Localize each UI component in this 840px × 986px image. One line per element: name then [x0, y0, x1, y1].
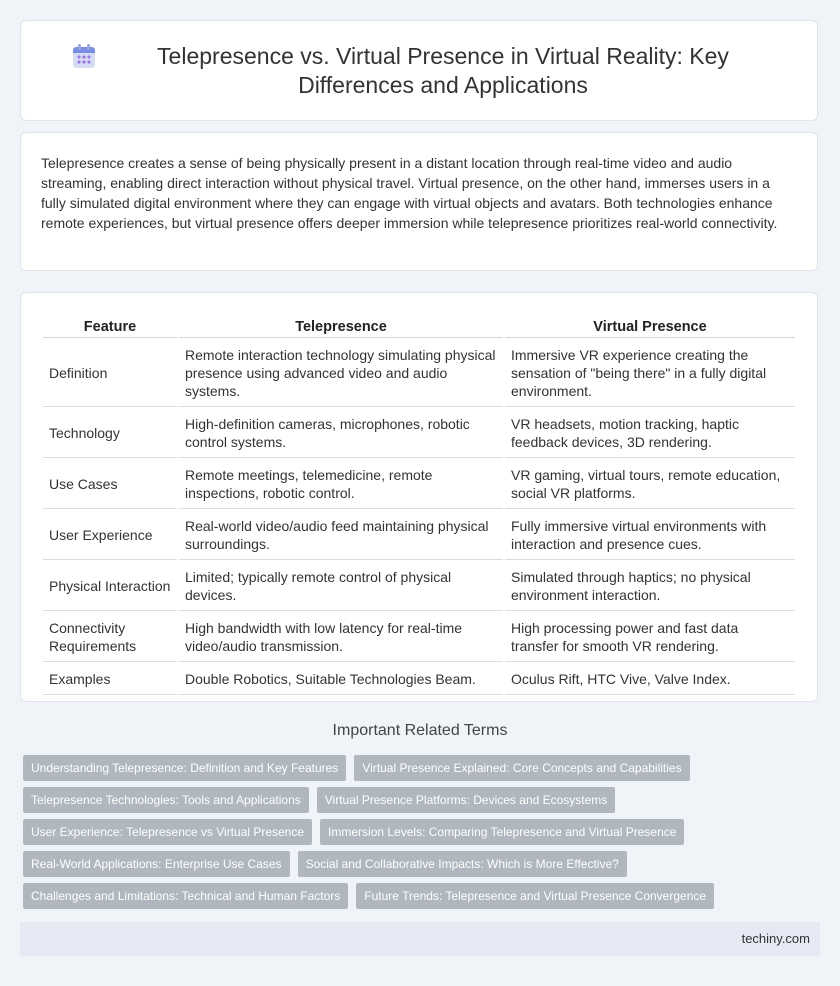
virtual-presence-cell: VR headsets, motion tracking, haptic feedback devices, 3D rendering. — [505, 409, 795, 458]
related-term-tag[interactable]: Social and Collaborative Impacts: Which is More Effective? — [298, 851, 627, 877]
title-card — [20, 20, 818, 121]
related-terms-heading: Important Related Terms — [332, 722, 508, 739]
virtual-presence-cell: High processing power and fast data transfer for smooth VR rendering. — [505, 613, 795, 662]
telepresence-cell: Remote interaction technology simulating physical presence using advanced video and audio systems. — [179, 340, 503, 407]
feature-cell: Physical Interaction — [43, 562, 177, 611]
virtual-presence-cell: Oculus Rift, HTC Vive, Valve Index. — [505, 664, 795, 695]
virtual-presence-cell: Fully immersive virtual environments with interaction and presence cues. — [505, 511, 795, 560]
table-header-row — [43, 315, 795, 338]
virtual-presence-cell: Simulated through haptics; no physical environment interaction. — [505, 562, 795, 611]
table-row — [43, 562, 795, 611]
related-term-tag[interactable]: User Experience: Telepresence vs Virtual Presence — [23, 819, 312, 845]
feature-cell: Definition — [43, 340, 177, 407]
comparison-table — [41, 313, 797, 697]
table-row — [43, 340, 795, 407]
column-header-telepresence: Telepresence — [179, 315, 503, 338]
related-term-tag[interactable]: Challenges and Limitations: Technical and Human Factors — [23, 883, 348, 909]
telepresence-cell: Double Robotics, Suitable Technologies Beam. — [179, 664, 503, 695]
telepresence-cell: Real-world video/audio feed maintaining physical surroundings. — [179, 511, 503, 560]
calendar-icon — [69, 42, 99, 72]
column-header-virtual-presence: Virtual Presence — [505, 315, 795, 338]
footer — [20, 922, 820, 956]
related-term-tag[interactable]: Immersion Levels: Comparing Telepresence and Virtual Presence — [320, 819, 684, 845]
intro-paragraph: Telepresence creates a sense of being physically present in a distant location through real-time video and audio streaming, enabling direct interaction without physical travel. Virtual presence, on the other hand, immerses users in a fully simulated digital environment where they can engage with virtual objects and avatars. Both technologies enhance remote experiences, but virtual presence offers deeper immersion while telepresence prioritizes real-world connectivity. — [41, 155, 778, 231]
related-terms-list — [23, 755, 813, 915]
feature-cell: Use Cases — [43, 460, 177, 509]
column-header-feature: Feature — [43, 315, 177, 338]
related-term-tag[interactable]: Virtual Presence Platforms: Devices and Ecosystems — [317, 787, 616, 813]
related-term-tag[interactable]: Future Trends: Telepresence and Virtual Presence Convergence — [356, 883, 714, 909]
comparison-card — [20, 292, 818, 702]
table-row — [43, 511, 795, 560]
feature-cell: Connectivity Requirements — [43, 613, 177, 662]
telepresence-cell: High-definition cameras, microphones, robotic control systems. — [179, 409, 503, 458]
virtual-presence-cell: Immersive VR experience creating the sensation of "being there" in a fully digital environment. — [505, 340, 795, 407]
footer-site-link[interactable]: techiny.com — [741, 931, 810, 946]
related-term-tag[interactable]: Virtual Presence Explained: Core Concepts and Capabilities — [354, 755, 689, 781]
telepresence-cell: Limited; typically remote control of physical devices. — [179, 562, 503, 611]
virtual-presence-cell: VR gaming, virtual tours, remote education, social VR platforms. — [505, 460, 795, 509]
table-row — [43, 613, 795, 662]
related-term-tag[interactable]: Real-World Applications: Enterprise Use Cases — [23, 851, 290, 877]
table-row — [43, 664, 795, 695]
telepresence-cell: Remote meetings, telemedicine, remote inspections, robotic control. — [179, 460, 503, 509]
intro-card — [20, 132, 818, 271]
related-term-tag[interactable]: Understanding Telepresence: Definition and Key Features — [23, 755, 346, 781]
telepresence-cell: High bandwidth with low latency for real-time video/audio transmission. — [179, 613, 503, 662]
page-title: Telepresence vs. Virtual Presence in Virtual Reality: Key Differences and Applications — [157, 42, 729, 98]
feature-cell: Technology — [43, 409, 177, 458]
table-row — [43, 460, 795, 509]
feature-cell: User Experience — [43, 511, 177, 560]
feature-cell: Examples — [43, 664, 177, 695]
table-row — [43, 409, 795, 458]
related-term-tag[interactable]: Telepresence Technologies: Tools and Applications — [23, 787, 309, 813]
title-wrap — [69, 42, 769, 100]
